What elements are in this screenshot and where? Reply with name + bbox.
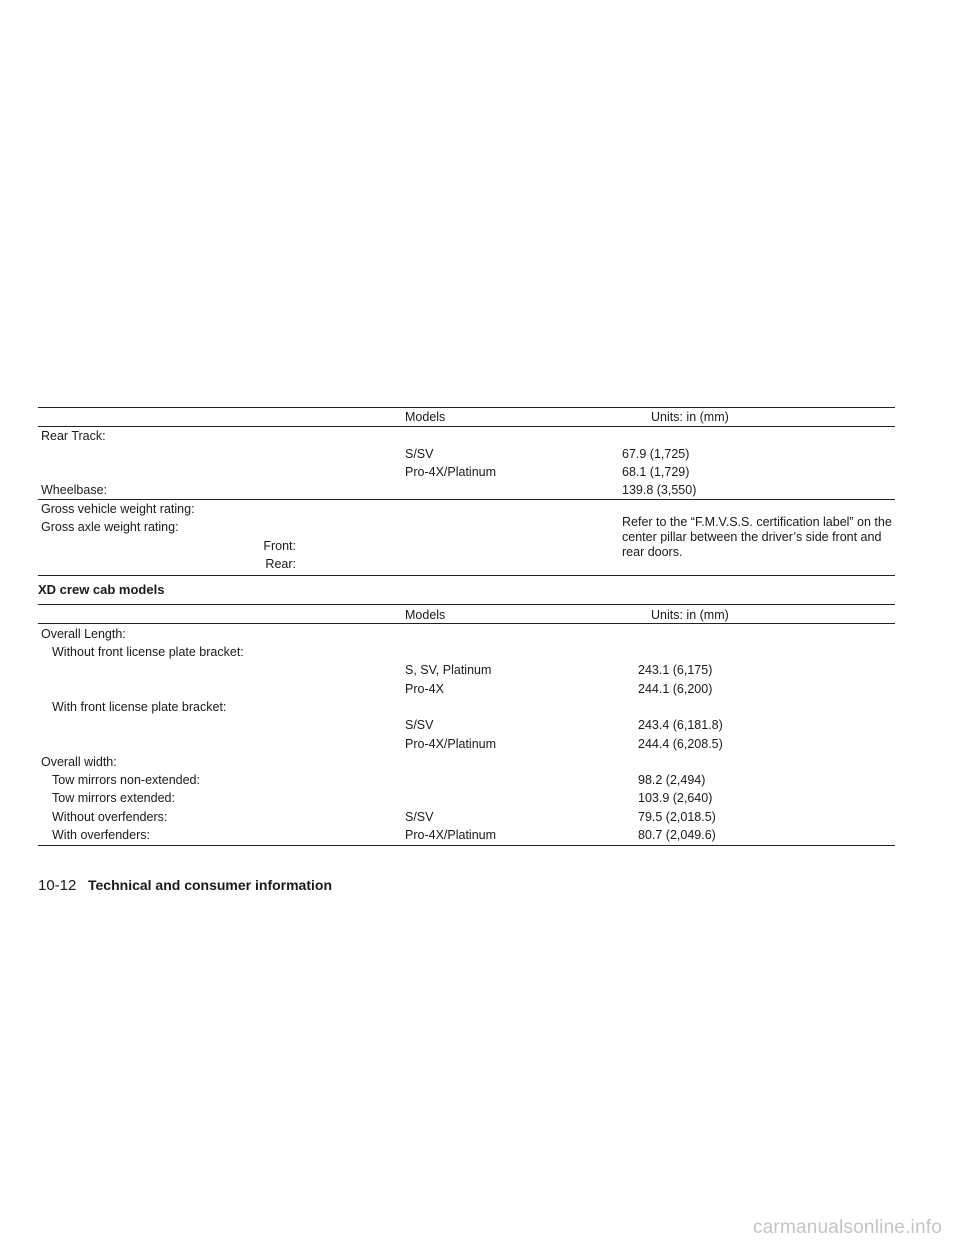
table-cell-model: S/SV — [405, 810, 434, 824]
table-cell-value: 243.1 (6,175) — [638, 663, 713, 677]
with-bracket-label: With front license plate bracket: — [52, 700, 227, 714]
table-cell-label: With overfenders: — [52, 828, 150, 842]
table1-bottom-rule — [38, 575, 895, 576]
table-cell-value: 103.9 (2,640) — [638, 791, 713, 805]
wheelbase-value: 139.8 (3,550) — [622, 483, 697, 497]
gvwr-label: Gross vehicle weight rating: — [41, 502, 195, 516]
table-cell-model: Pro-4X — [405, 682, 444, 696]
table-cell-label: Without overfenders: — [52, 810, 168, 824]
table1-row-rule — [38, 499, 895, 500]
rear-track-label: Rear Track: — [41, 429, 106, 443]
table-cell-model: Pro-4X/Platinum — [405, 465, 497, 479]
gawr-label: Gross axle weight rating: — [41, 520, 179, 534]
table-cell-value: 244.4 (6,208.5) — [638, 737, 723, 751]
table-cell-value: 79.5 (2,018.5) — [638, 810, 716, 824]
table2-header-units: Units: in (mm) — [651, 608, 729, 622]
table-cell-model: S/SV — [405, 718, 434, 732]
table-cell-value: 67.9 (1,725) — [622, 447, 690, 461]
overall-length-label: Overall Length: — [41, 627, 126, 641]
table1-header-models: Models — [405, 410, 446, 424]
table-cell-value: 244.1 (6,200) — [638, 682, 713, 696]
gawr-front-label: Front: — [263, 539, 296, 553]
table-cell-model: Pro-4X/Platinum — [405, 828, 497, 842]
table1-top-rule — [38, 407, 895, 408]
table-cell-model: S, SV, Platinum — [405, 663, 492, 677]
overall-width-label: Overall width: — [41, 755, 117, 769]
table1-header-rule — [38, 426, 895, 427]
table-cell-label: Tow mirrors extended: — [52, 791, 175, 805]
table-cell-model: S/SV — [405, 447, 434, 461]
table-cell-value: 98.2 (2,494) — [638, 773, 706, 787]
table-cell-value: 80.7 (2,049.6) — [638, 828, 716, 842]
certification-label-note: Refer to the “F.M.V.S.S. certification label” on the center pillar between the driver’s side front and rear doors. — [622, 515, 892, 559]
table-cell-value: 243.4 (6,181.8) — [638, 718, 723, 732]
wheelbase-label: Wheelbase: — [41, 483, 108, 497]
table-cell-model: Pro-4X/Platinum — [405, 737, 497, 751]
table2-bottom-rule — [38, 845, 895, 846]
table2-top-rule — [38, 604, 895, 605]
without-bracket-label: Without front license plate bracket: — [52, 645, 244, 659]
table-cell-label: Tow mirrors non-extended: — [52, 773, 200, 787]
page-footer-title: Technical and consumer information — [88, 877, 333, 893]
page-number: 10-12 — [38, 877, 77, 894]
gawr-rear-label: Rear: — [265, 557, 296, 571]
table-cell-value: 68.1 (1,729) — [622, 465, 690, 479]
table2-header-models: Models — [405, 608, 446, 622]
table2-header-rule — [38, 623, 895, 624]
site-watermark: carmanualsonline.info — [752, 1217, 942, 1238]
table1-header-units: Units: in (mm) — [651, 410, 729, 424]
section-title: XD crew cab models — [38, 582, 165, 597]
